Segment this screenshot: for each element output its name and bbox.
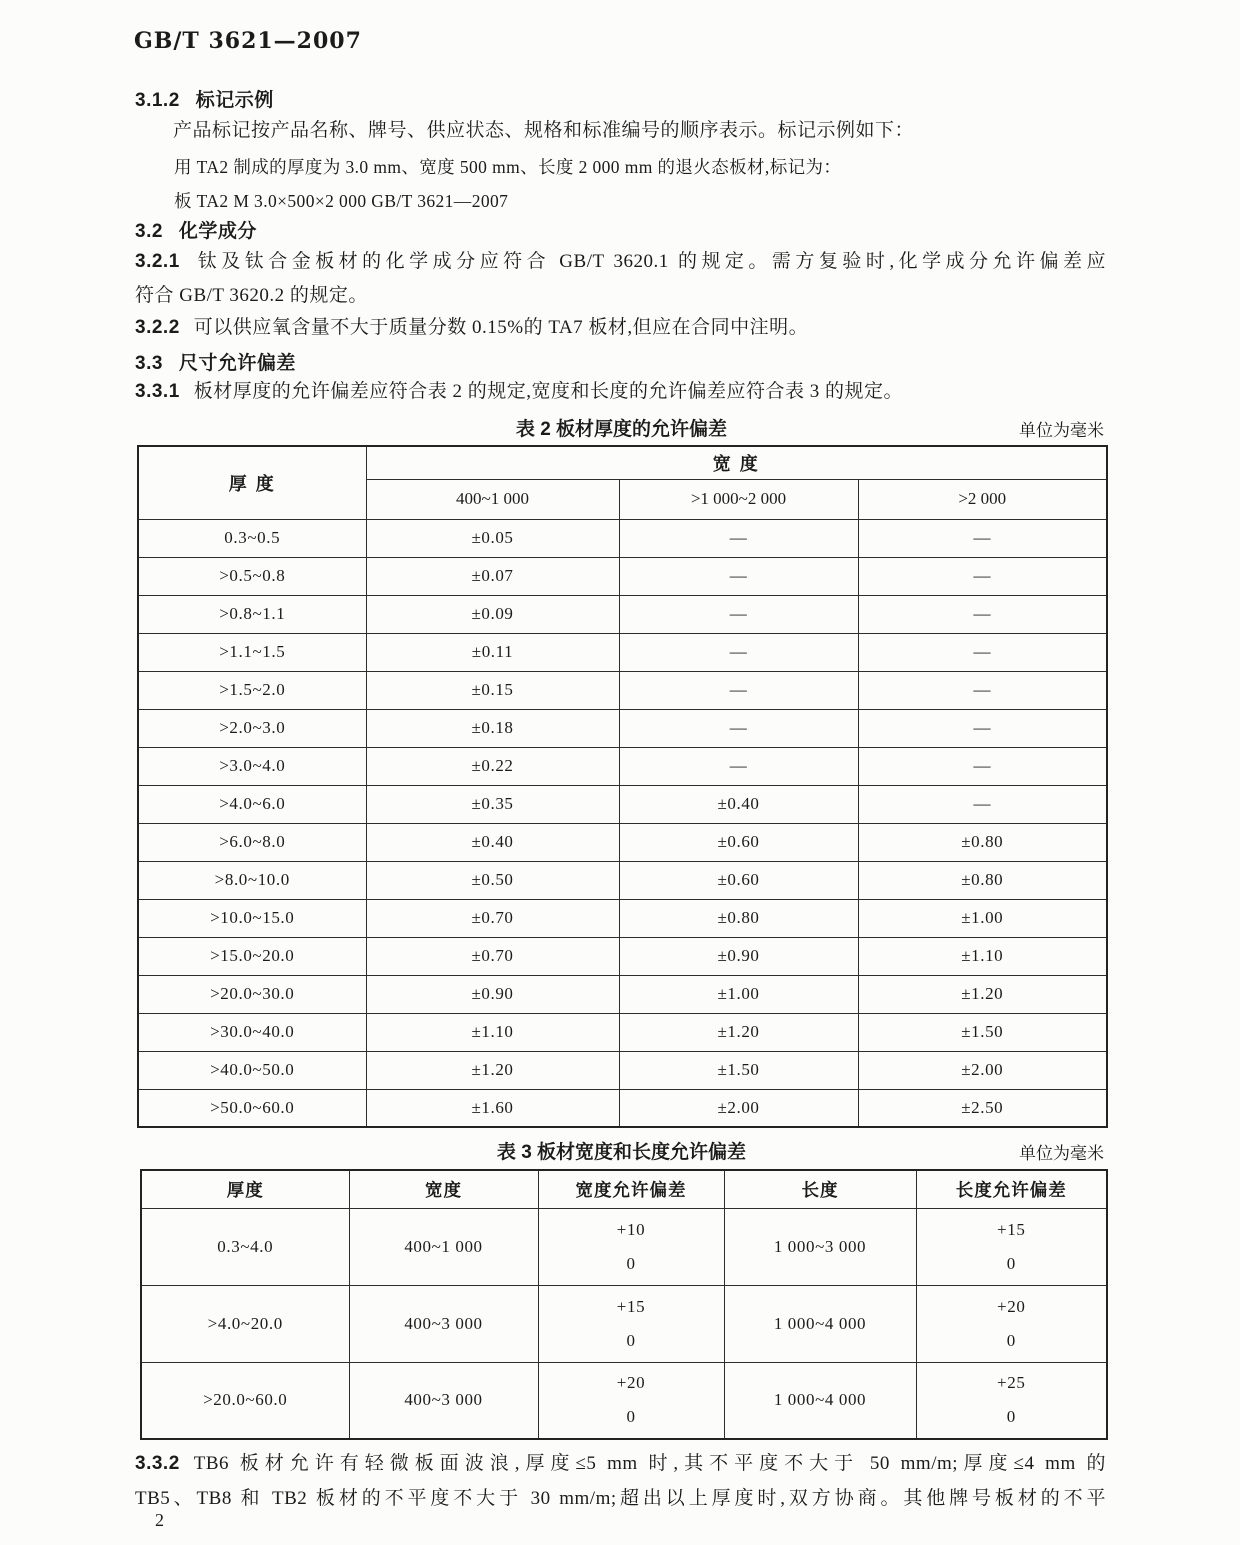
- tolerance-value-cell: ±1.10: [366, 1013, 619, 1051]
- table3-column-header: 长度: [724, 1170, 916, 1208]
- thickness-range-cell: >20.0~60.0: [141, 1362, 349, 1439]
- tolerance-value-cell: ±2.00: [619, 1089, 858, 1127]
- paragraph-3-2-1-line1: [135, 250, 1106, 273]
- paragraph-text: 可以供应氧含量不大于质量分数 0.15%的 TA7 板材,但应在合同中注明。: [193, 317, 809, 338]
- width-deviation-cell: [538, 1208, 724, 1285]
- deviation-line: +10: [616, 1219, 646, 1239]
- tolerance-value-cell: —: [619, 557, 858, 595]
- section-number: 3.3: [135, 353, 163, 374]
- section-number: 3.2.1: [135, 251, 180, 272]
- tolerance-value-cell: —: [858, 557, 1107, 595]
- paragraph-3-3-2-line1: [135, 1452, 1106, 1475]
- deviation-line: 0: [626, 1253, 636, 1273]
- tolerance-value-cell: ±0.80: [858, 861, 1107, 899]
- width-range-cell: 400~3 000: [349, 1362, 538, 1439]
- tolerance-value-cell: —: [619, 519, 858, 557]
- paragraph-3-3-1: [135, 380, 903, 403]
- length-range-cell: 1 000~4 000: [724, 1285, 916, 1362]
- paragraph-3-3-2-line2: TB5、TB8 和 TB2 板材的不平度不大于 30 mm/m;超出以上厚度时,双方协商。其他牌号板材的不平: [135, 1488, 1106, 1509]
- width-range-cell: 400~3 000: [349, 1285, 538, 1362]
- thickness-range-cell: >3.0~4.0: [138, 747, 366, 785]
- length-range-cell: 1 000~4 000: [724, 1362, 916, 1439]
- tolerance-value-cell: ±0.80: [858, 823, 1107, 861]
- table2-row: [138, 1089, 1107, 1127]
- paragraph-text: TB6 板材允许有轻微板面波浪,厚度≤5 mm 时,其不平度不大于 50 mm/m;厚度≤4 mm 的: [193, 1453, 1106, 1474]
- width-deviation-cell: [538, 1285, 724, 1362]
- tolerance-value-cell: ±0.35: [366, 785, 619, 823]
- thickness-range-cell: >40.0~50.0: [138, 1051, 366, 1089]
- thickness-range-cell: >50.0~60.0: [138, 1089, 366, 1127]
- marking-example-line: 板 TA2 M 3.0×500×2 000 GB/T 3621—2007: [174, 191, 509, 211]
- tolerance-value-cell: —: [619, 671, 858, 709]
- length-deviation-cell: [916, 1285, 1107, 1362]
- section-heading-3-3: [135, 348, 296, 375]
- table3-row: [141, 1362, 1107, 1439]
- length-deviation-cell: [916, 1362, 1107, 1439]
- deviation-line: +15: [997, 1219, 1026, 1239]
- table2-thickness-header: 厚 度: [138, 446, 366, 519]
- table2-header: [138, 446, 1107, 519]
- tolerance-value-cell: —: [858, 633, 1107, 671]
- table3-column-header: 长度允许偏差: [916, 1170, 1107, 1208]
- tolerance-value-cell: —: [858, 595, 1107, 633]
- thickness-range-cell: 0.3~4.0: [141, 1208, 349, 1285]
- tolerance-value-cell: ±1.10: [858, 937, 1107, 975]
- table2-thickness-tolerance: [137, 445, 1108, 1128]
- thickness-range-cell: >1.1~1.5: [138, 633, 366, 671]
- tolerance-value-cell: ±2.50: [858, 1089, 1107, 1127]
- paragraph-3-2-1-line2: 符合 GB/T 3620.2 的规定。: [135, 285, 368, 306]
- tolerance-value-cell: —: [858, 709, 1107, 747]
- tolerance-value-cell: ±0.40: [366, 823, 619, 861]
- tolerance-value-cell: —: [858, 671, 1107, 709]
- table3-column-header: 厚度: [141, 1170, 349, 1208]
- tolerance-value-cell: ±0.60: [619, 823, 858, 861]
- section-title: 尺寸允许偏差: [178, 353, 296, 374]
- thickness-range-cell: 0.3~0.5: [138, 519, 366, 557]
- tolerance-value-cell: ±1.20: [619, 1013, 858, 1051]
- marking-intro-paragraph: 产品标记按产品名称、牌号、供应状态、规格和标准编号的顺序表示。标记示例如下：: [173, 120, 915, 141]
- table2-width-range-header: 400~1 000: [366, 479, 619, 519]
- table2-row: [138, 671, 1107, 709]
- section-title: 标记示例: [195, 90, 274, 111]
- tolerance-value-cell: ±0.05: [366, 519, 619, 557]
- thickness-range-cell: >15.0~20.0: [138, 937, 366, 975]
- table2-row: [138, 519, 1107, 557]
- table3-caption: 表 3 板材宽度和长度允许偏差: [496, 1142, 747, 1163]
- table3-rows: [141, 1208, 1107, 1439]
- tolerance-value-cell: ±1.20: [366, 1051, 619, 1089]
- deviation-line: 0: [1006, 1253, 1016, 1273]
- section-heading-3-2: [135, 216, 257, 243]
- table2-caption-row: [137, 414, 1106, 440]
- table3-width-length-tolerance: [140, 1169, 1108, 1440]
- tolerance-value-cell: ±1.00: [619, 975, 858, 1013]
- section-number: 3.3.1: [135, 381, 180, 402]
- thickness-range-cell: >20.0~30.0: [138, 975, 366, 1013]
- deviation-line: +20: [616, 1373, 646, 1393]
- tolerance-value-cell: ±1.50: [619, 1051, 858, 1089]
- tolerance-value-cell: ±0.90: [366, 975, 619, 1013]
- table2-row: [138, 975, 1107, 1013]
- tolerance-value-cell: ±0.40: [619, 785, 858, 823]
- thickness-range-cell: >8.0~10.0: [138, 861, 366, 899]
- tolerance-value-cell: —: [858, 747, 1107, 785]
- tolerance-value-cell: ±0.22: [366, 747, 619, 785]
- paragraph-3-2-2: [135, 316, 808, 339]
- table3-unit-label: 单位为毫米: [1019, 1144, 1104, 1163]
- section-title: 化学成分: [178, 221, 257, 242]
- table2-row: [138, 1013, 1107, 1051]
- tolerance-value-cell: —: [619, 709, 858, 747]
- table2-row: [138, 557, 1107, 595]
- width-range-cell: 400~1 000: [349, 1208, 538, 1285]
- table2-rows: [138, 519, 1107, 1127]
- section-number: 3.2.2: [135, 317, 180, 338]
- thickness-range-cell: >1.5~2.0: [138, 671, 366, 709]
- page-number: 2: [155, 1510, 164, 1530]
- table2-row: [138, 861, 1107, 899]
- table2-width-range-header: >2 000: [858, 479, 1107, 519]
- tolerance-value-cell: ±1.20: [858, 975, 1107, 1013]
- thickness-range-cell: >10.0~15.0: [138, 899, 366, 937]
- tolerance-value-cell: ±0.09: [366, 595, 619, 633]
- table3-column-header: 宽度允许偏差: [538, 1170, 724, 1208]
- tolerance-value-cell: ±0.90: [619, 937, 858, 975]
- tolerance-value-cell: ±0.18: [366, 709, 619, 747]
- tolerance-value-cell: ±0.50: [366, 861, 619, 899]
- thickness-range-cell: >0.8~1.1: [138, 595, 366, 633]
- tolerance-value-cell: ±0.60: [619, 861, 858, 899]
- section-heading-3-1-2: [135, 85, 274, 112]
- tolerance-value-cell: ±0.70: [366, 937, 619, 975]
- marking-example-description: 用 TA2 制成的厚度为 3.0 mm、宽度 500 mm、长度 2 000 mm 的退火态板材,标记为：: [174, 157, 842, 177]
- table3-header: [141, 1170, 1107, 1208]
- width-deviation-cell: [538, 1362, 724, 1439]
- table2-row: [138, 1051, 1107, 1089]
- table3-row: [141, 1285, 1107, 1362]
- thickness-range-cell: >4.0~6.0: [138, 785, 366, 823]
- tolerance-value-cell: —: [858, 519, 1107, 557]
- section-number: 3.3.2: [135, 1453, 180, 1474]
- tolerance-value-cell: ±1.00: [858, 899, 1107, 937]
- table2-row: [138, 823, 1107, 861]
- table2-row: [138, 899, 1107, 937]
- table2-width-range-header: >1 000~2 000: [619, 479, 858, 519]
- deviation-line: 0: [626, 1330, 636, 1350]
- deviation-line: +25: [997, 1373, 1026, 1393]
- tolerance-value-cell: —: [858, 785, 1107, 823]
- deviation-line: 0: [626, 1407, 636, 1427]
- tolerance-value-cell: ±2.00: [858, 1051, 1107, 1089]
- deviation-line: +15: [616, 1296, 646, 1316]
- deviation-line: 0: [1006, 1330, 1016, 1350]
- standard-number-header: GB/T 3621—2007: [134, 28, 362, 54]
- section-number: 3.1.2: [135, 90, 180, 111]
- tolerance-value-cell: ±0.15: [366, 671, 619, 709]
- tolerance-value-cell: ±1.50: [858, 1013, 1107, 1051]
- tolerance-value-cell: ±0.11: [366, 633, 619, 671]
- thickness-range-cell: >0.5~0.8: [138, 557, 366, 595]
- table2-row: [138, 785, 1107, 823]
- paragraph-text: 板材厚度的允许偏差应符合表 2 的规定,宽度和长度的允许偏差应符合表 3 的规定。: [193, 381, 904, 402]
- table2-row: [138, 595, 1107, 633]
- table2-row: [138, 937, 1107, 975]
- thickness-range-cell: >2.0~3.0: [138, 709, 366, 747]
- table2-width-group-header: 宽 度: [366, 446, 1107, 479]
- table2-row: [138, 747, 1107, 785]
- thickness-range-cell: >30.0~40.0: [138, 1013, 366, 1051]
- tolerance-value-cell: ±0.80: [619, 899, 858, 937]
- length-range-cell: 1 000~3 000: [724, 1208, 916, 1285]
- table2-row: [138, 633, 1107, 671]
- table3-row: [141, 1208, 1107, 1285]
- section-number: 3.2: [135, 221, 163, 242]
- table2-caption: 表 2 板材厚度的允许偏差: [515, 419, 728, 440]
- tolerance-value-cell: ±1.60: [366, 1089, 619, 1127]
- tolerance-value-cell: —: [619, 633, 858, 671]
- thickness-range-cell: >6.0~8.0: [138, 823, 366, 861]
- table2-unit-label: 单位为毫米: [1019, 421, 1104, 440]
- deviation-line: 0: [1006, 1407, 1016, 1427]
- tolerance-value-cell: —: [619, 595, 858, 633]
- tolerance-value-cell: ±0.07: [366, 557, 619, 595]
- tolerance-value-cell: —: [619, 747, 858, 785]
- table2-row: [138, 709, 1107, 747]
- tolerance-value-cell: ±0.70: [366, 899, 619, 937]
- thickness-range-cell: >4.0~20.0: [141, 1285, 349, 1362]
- table3-column-header: 宽度: [349, 1170, 538, 1208]
- deviation-line: +20: [997, 1296, 1026, 1316]
- paragraph-text: 钛及钛合金板材的化学成分应符合 GB/T 3620.1 的规定。需方复验时,化学成分允许偏差应: [193, 251, 1106, 272]
- table3-caption-row: [137, 1137, 1106, 1163]
- length-deviation-cell: [916, 1208, 1107, 1285]
